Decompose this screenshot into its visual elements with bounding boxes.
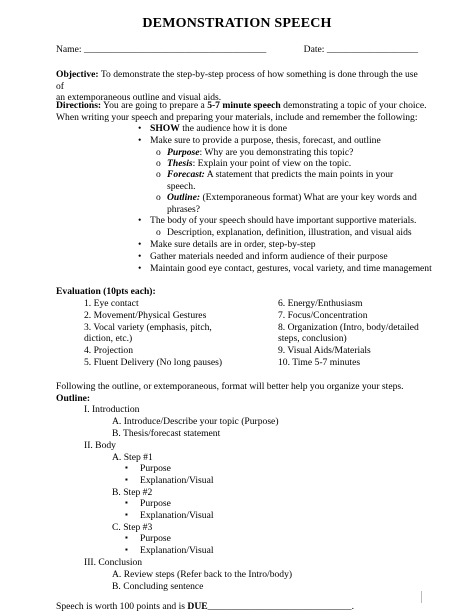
evaluation-item: 7. Focus/Concentration xyxy=(278,310,368,321)
evaluation-item: 9. Visual Aids/Materials xyxy=(278,345,371,356)
outline-text-2: phrases? xyxy=(167,203,201,215)
bullet-dot: • xyxy=(138,251,142,262)
outline-explanation: Explanation/Visual xyxy=(140,475,214,486)
objective-text-1: To demonstrate the step-by-step process of how something is done through the use of xyxy=(56,69,418,92)
footer-text: Speech is worth 100 points and is xyxy=(56,601,185,612)
evaluation-item: 6. Energy/Enthusiasm xyxy=(278,298,363,309)
sub-bullet-thesis xyxy=(167,158,351,170)
outline-label: Outline: xyxy=(167,192,201,203)
bullet-dot: • xyxy=(138,263,142,274)
show-emphasis: SHOW xyxy=(150,123,180,134)
objective-paragraph xyxy=(56,69,421,104)
forecast-text-2: speech. xyxy=(167,180,196,192)
bullet-maintain: Maintain good eye contact, gestures, vocal variety, and time management xyxy=(150,263,432,274)
outline-bullet: ▪ xyxy=(125,498,128,507)
outline-explanation: Explanation/Visual xyxy=(140,545,214,556)
bullet-show xyxy=(150,123,287,135)
outline-purpose: Purpose xyxy=(140,463,171,474)
outline-heading: Outline: xyxy=(56,393,91,404)
bullet-gather: Gather materials needed and inform audience of their purpose xyxy=(150,251,388,262)
evaluation-item: 3. Vocal variety (emphasis, pitch, xyxy=(84,322,212,333)
objective-label: Objective: xyxy=(56,69,99,80)
outline-bullet: ▪ xyxy=(125,533,128,542)
sub-bullet-forecast xyxy=(167,169,393,192)
evaluation-item: 5. Fluent Delivery (No long pauses) xyxy=(84,357,223,368)
directions-duration: 5-7 minute speech xyxy=(207,100,281,111)
footer-due xyxy=(56,601,354,613)
evaluation-item: 10. Time 5-7 minutes xyxy=(278,357,361,368)
sub-bullet-purpose xyxy=(167,147,353,159)
date-line[interactable]: ___________________ xyxy=(326,44,418,55)
purpose-text: : Why are you demonstrating this topic? xyxy=(199,147,354,158)
directions-label: Directions: xyxy=(56,100,102,111)
directions-text-1a: You are going to prepare a xyxy=(103,100,205,111)
page-edge-mark xyxy=(421,591,422,603)
outline-concl-b: B. Concluding sentence xyxy=(112,581,204,592)
name-date-row xyxy=(56,44,418,56)
outline-introduction: I. Introduction xyxy=(84,404,140,415)
sub-bullet-o: o xyxy=(156,227,161,238)
purpose-label: Purpose xyxy=(167,147,200,158)
date-group xyxy=(304,44,418,56)
thesis-label: Thesis xyxy=(167,158,193,169)
bullet-body: The body of your speech should have important supportive materials. xyxy=(150,215,417,226)
evaluation-item: steps, conclusion) xyxy=(278,333,347,344)
bullet-order: Make sure details are in order, step-by-step xyxy=(150,239,316,250)
evaluation-heading: Evaluation (10pts each): xyxy=(56,286,156,297)
directions-text-1c: demonstrating a topic of your choice. xyxy=(283,100,427,111)
sub-bullet-o: o xyxy=(156,192,161,203)
footer-due-label: DUE xyxy=(187,601,208,612)
outline-intro-b: B. Thesis/forecast statement xyxy=(112,428,221,439)
outline-step-2: B. Step #2 xyxy=(112,487,153,498)
bullet-dot: • xyxy=(138,123,142,134)
outline-bullet: ▪ xyxy=(125,475,128,484)
name-line[interactable]: ______________________________________ xyxy=(83,44,267,55)
outline-purpose: Purpose xyxy=(140,498,171,509)
sub-bullet-o: o xyxy=(156,147,161,158)
outline-concl-a: A. Review steps (Refer back to the Intro/body) xyxy=(112,569,293,580)
sub-bullet-body: Description, explanation, definition, illustration, and visual aids xyxy=(167,227,412,238)
forecast-label: Forecast: xyxy=(167,169,205,180)
outline-bullet: ▪ xyxy=(125,545,128,554)
evaluation-item: 4. Projection xyxy=(84,345,134,356)
outline-bullet: ▪ xyxy=(125,510,128,519)
page-title: DEMONSTRATION SPEECH xyxy=(142,16,332,31)
outline-body: II. Body xyxy=(84,440,116,451)
evaluation-item: diction, etc.) xyxy=(84,333,133,344)
name-label: Name: xyxy=(56,44,82,55)
outline-step-1: A. Step #1 xyxy=(112,452,153,463)
bullet-dot: • xyxy=(138,239,142,250)
directions-paragraph xyxy=(56,100,428,123)
outline-bullet: ▪ xyxy=(125,463,128,472)
show-text: the audience how it is done xyxy=(182,123,287,134)
objective-text-2: an extemporaneous outline and visual aids. xyxy=(56,92,222,104)
outline-conclusion: III. Conclusion xyxy=(84,557,143,568)
evaluation-item: 2. Movement/Physical Gestures xyxy=(84,310,207,321)
outline-purpose: Purpose xyxy=(140,533,171,544)
outline-step-3: C. Step #3 xyxy=(112,522,153,533)
sub-bullet-o: o xyxy=(156,169,161,180)
evaluation-item: 8. Organization (Intro, body/detailed xyxy=(278,322,419,333)
evaluation-item: 1. Eye contact xyxy=(84,298,139,309)
footer-due-line[interactable]: ______________________________. xyxy=(207,601,354,612)
outline-text-1: (Extemporaneous format) What are your key words and xyxy=(202,192,417,203)
bullet-dot: • xyxy=(138,215,142,226)
following-text: Following the outline, or extemporaneous, format will better help you organize your steps. xyxy=(56,381,404,392)
sub-bullet-outline xyxy=(167,192,417,215)
thesis-text: : Explain your point of view on the topic. xyxy=(192,158,352,169)
bullet-purpose-main: Make sure to provide a purpose, thesis, forecast, and outline xyxy=(150,135,381,146)
date-label: Date: xyxy=(303,44,325,55)
outline-intro-a: A. Introduce/Describe your topic (Purpose) xyxy=(112,416,279,427)
directions-text-2: When writing your speech and preparing your materials, include and remember the following: xyxy=(56,111,418,123)
sub-bullet-o: o xyxy=(156,158,161,169)
bullet-dot: • xyxy=(138,135,142,146)
forecast-text-1: A statement that predicts the main points in your xyxy=(206,169,394,180)
outline-explanation: Explanation/Visual xyxy=(140,510,214,521)
